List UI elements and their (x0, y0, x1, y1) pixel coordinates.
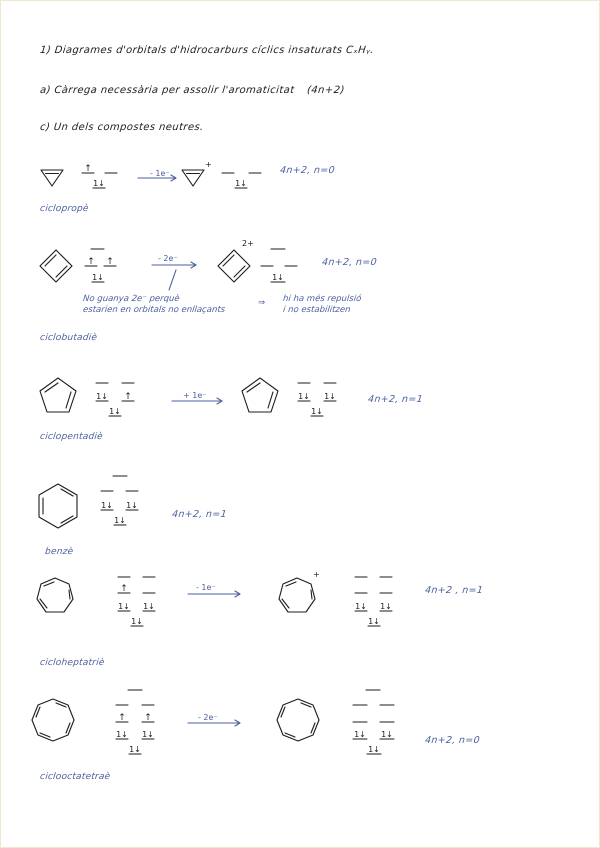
cyclobutadiene-structure (40, 250, 72, 282)
reaction-arrow-cyclopropene (138, 169, 176, 178)
cyclopentadiene-structure (40, 378, 76, 412)
charge-label: + (313, 570, 320, 579)
cyclopropenyl-cation-structure (182, 160, 212, 186)
arrow-label: - 2e⁻ (198, 713, 218, 722)
cyclooctatetraene-dication-structure (277, 699, 319, 741)
orbital-electron-pair: 1↓ (118, 602, 130, 611)
note-cyclobutadiene-line3: hi ha més repulsió (282, 294, 362, 304)
cyclooctatetraene-structure (32, 699, 74, 741)
orbital-electron-pair: 1↓ (131, 617, 143, 626)
subtitle-aromaticity: a) Càrrega necessària per assolir l'aromaticitat (39, 85, 296, 96)
orbital-electron-pair: 1↓ (272, 273, 284, 282)
orbital-electron: ↑ (106, 257, 114, 267)
compound-name-cyclopentadiene: ciclopentadiè (39, 432, 104, 442)
orbital-electron-pair: 1↓ (93, 179, 105, 188)
orbital-electron-pair: 1↓ (368, 617, 380, 626)
orbital-electron: ↑ (84, 164, 92, 174)
benzene-orbitals (101, 476, 138, 525)
orbital-electron-pair: 1↓ (324, 392, 336, 401)
reaction-arrow-cycloheptatriene (188, 583, 240, 594)
compound-name-cyclobutadiene: ciclobutadiè (39, 333, 98, 343)
huckel-rule-label: (4n+2) (306, 85, 346, 96)
reaction-arrow-cyclooctatetraene (188, 713, 240, 723)
cyclooctatetraene-dication-orbitals (353, 690, 394, 754)
orbital-electron-pair: 1↓ (380, 602, 392, 611)
orbital-electron-pair: 1↓ (116, 730, 128, 739)
note-cyclobutadiene-line2: estarien en orbitals no enllaçants (82, 305, 226, 315)
rule-cyclopentadiene: 4n+2, n=1 (367, 394, 424, 405)
arrow-label: - 1e⁻ (150, 169, 170, 178)
rule-cyclobutadiene: 4n+2, n=0 (321, 257, 378, 268)
compound-name-cyclooctatetraene: ciclooctatetraè (39, 772, 111, 782)
orbital-electron-pair: 1↓ (368, 745, 380, 754)
orbital-electron: ↑ (120, 584, 128, 594)
cyclopentadienyl-anion-structure (242, 378, 278, 412)
orbital-electron-pair: 1↓ (109, 407, 121, 416)
charge-label: + (205, 160, 212, 169)
orbital-electron: ↑ (118, 713, 126, 723)
orbital-electron: ↑ (124, 392, 132, 402)
orbital-electron-pair: 1↓ (143, 602, 155, 611)
arrow-label: - 2e⁻ (158, 254, 178, 263)
compound-name-benzene: benzè (44, 547, 74, 557)
orbital-electron: ↑ (144, 713, 152, 723)
reaction-arrow-cyclobutadiene (152, 254, 196, 290)
charge-label: 2+ (242, 239, 254, 248)
orbital-electron-pair: 1↓ (381, 730, 393, 739)
cyclooctatetraene-orbitals (116, 690, 154, 754)
tropylium-cation-structure (279, 570, 320, 612)
cyclopentadienyl-anion-orbitals (298, 383, 336, 416)
orbital-electron-pair: 1↓ (114, 516, 126, 525)
cyclopropenyl-cation-orbitals (222, 173, 261, 188)
rule-cycloheptatriene: 4n+2 , n=1 (424, 585, 484, 596)
cycloheptatriene-orbitals (118, 577, 155, 626)
orbital-electron-pair: 1↓ (298, 392, 310, 401)
arrow-label: + 1e⁻ (183, 391, 207, 400)
orbital-electron-pair: 1↓ (126, 501, 138, 510)
orbital-electron-pair: 1↓ (235, 179, 247, 188)
subtitle-neutral-compound: c) Un dels compostes neutres. (39, 122, 205, 133)
cyclopentadiene-orbitals (96, 383, 134, 416)
orbital-electron-pair: 1↓ (96, 392, 108, 401)
rule-benzene: 4n+2, n=1 (171, 509, 228, 520)
note-cyclobutadiene-line1: No guanya 2e⁻ perquè (82, 294, 181, 304)
cycloheptatriene-structure (37, 578, 73, 612)
reaction-arrow-cyclopentadiene (172, 391, 222, 401)
orbital-electron-pair: 1↓ (129, 745, 141, 754)
section-title: 1) Diagrames d'orbitals d'hidrocarburs cíclics insaturats CₓHᵧ. (39, 45, 375, 56)
arrow-label: - 1e⁻ (196, 583, 216, 592)
cyclopropene-structure (41, 170, 63, 186)
orbital-electron-pair: 1↓ (354, 730, 366, 739)
orbital-electron-pair: 1↓ (142, 730, 154, 739)
compound-name-cycloheptatriene: cicloheptatriè (39, 658, 105, 668)
implies-arrow: ⇒ (257, 298, 266, 308)
orbital-electron-pair: 1↓ (355, 602, 367, 611)
orbital-electron-pair: 1↓ (92, 273, 104, 282)
rule-cyclooctatetraene: 4n+2, n=0 (424, 735, 481, 746)
orbital-electron-pair: 1↓ (101, 501, 113, 510)
cyclobutadiene-dication-orbitals (261, 249, 297, 282)
benzene-structure (39, 484, 77, 528)
orbital-electron-pair: 1↓ (311, 407, 323, 416)
cyclopropene-orbitals (82, 164, 117, 188)
cyclobutadiene-dication-structure (218, 239, 254, 282)
rule-cyclopropene: 4n+2, n=0 (279, 165, 336, 176)
tropylium-cation-orbitals (355, 577, 392, 626)
note-cyclobutadiene-line4: i no estabilitzen (282, 305, 351, 315)
orbital-electron: ↑ (87, 257, 95, 267)
cyclobutadiene-orbitals (85, 249, 116, 282)
compound-name-cyclopropene: ciclopropè (39, 204, 90, 214)
